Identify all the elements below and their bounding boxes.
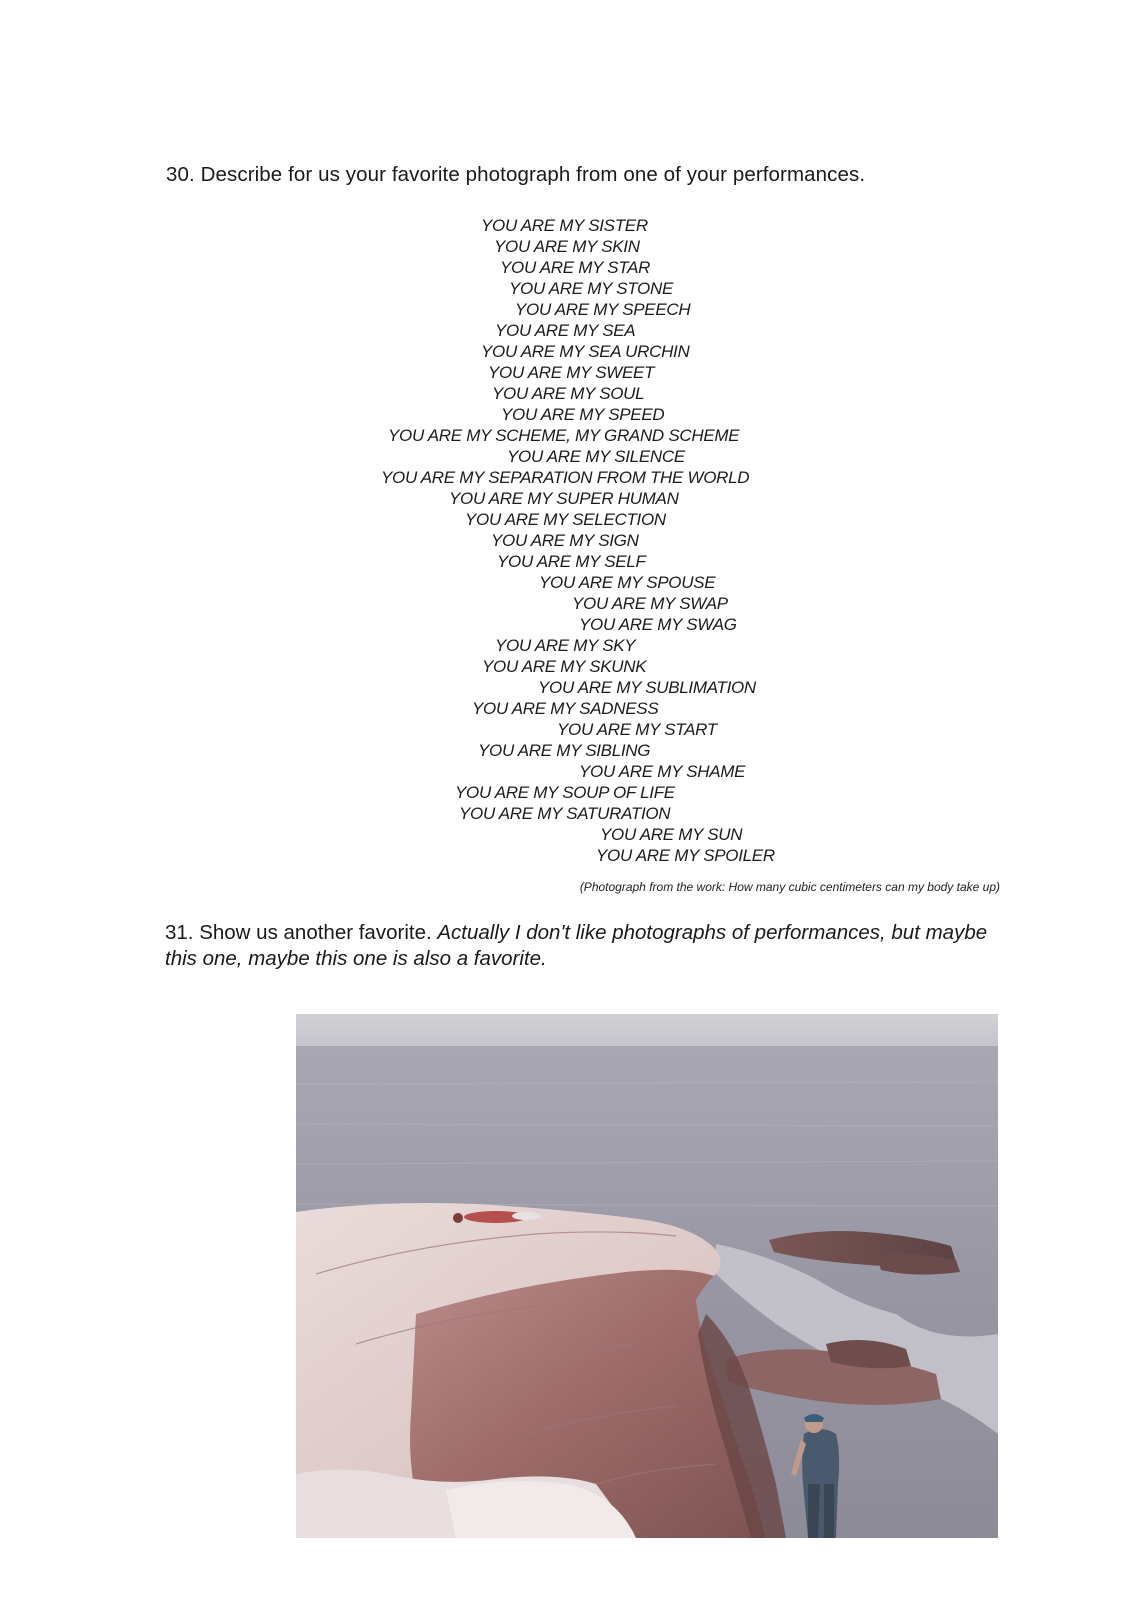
photo-caption: (Photograph from the work: How many cubic centimeters can my body take up) bbox=[579, 880, 1000, 894]
poem-line: YOU ARE MY SKUNK bbox=[482, 657, 647, 676]
poem-line: YOU ARE MY SWEET bbox=[488, 363, 655, 382]
poem-line: YOU ARE MY SUN bbox=[600, 825, 743, 844]
poem-line: YOU ARE MY SISTER bbox=[481, 216, 648, 235]
poem-line: YOU ARE MY SIGN bbox=[491, 531, 639, 550]
poem-line: YOU ARE MY START bbox=[557, 720, 717, 739]
question-31-answer: Actually I don't like photographs of performances, but maybe this one, maybe this one is also a favorite. bbox=[165, 921, 988, 970]
poem-line: YOU ARE MY SWAG bbox=[579, 615, 737, 634]
poem-line: YOU ARE MY SEPARATION FROM THE WORLD bbox=[381, 468, 750, 487]
poem-line: YOU ARE MY SPEED bbox=[501, 405, 665, 424]
question-30: 30. Describe for us your favorite photograph from one of your performances. bbox=[166, 163, 866, 186]
poem-line: YOU ARE MY SHAME bbox=[579, 762, 746, 781]
poem-line: YOU ARE MY STAR bbox=[500, 258, 651, 277]
poem-line: YOU ARE MY SPOILER bbox=[596, 846, 775, 865]
poem-line: YOU ARE MY SUBLIMATION bbox=[538, 678, 756, 697]
poem-line: YOU ARE MY SADNESS bbox=[472, 699, 659, 718]
poem-line: YOU ARE MY SWAP bbox=[572, 594, 728, 613]
poem-line: YOU ARE MY SELF bbox=[497, 552, 646, 571]
poem-line: YOU ARE MY SPEECH bbox=[515, 300, 691, 319]
question-31-text: 31. Show us another favorite. bbox=[165, 921, 432, 944]
question-31 bbox=[165, 920, 995, 972]
poem-line: YOU ARE MY SOUL bbox=[492, 384, 645, 403]
poem-line: YOU ARE MY SEA URCHIN bbox=[481, 342, 690, 361]
poem-line: YOU ARE MY STONE bbox=[509, 279, 673, 298]
poem-line: YOU ARE MY SPOUSE bbox=[539, 573, 716, 592]
poem-line: YOU ARE MY SEA bbox=[495, 321, 636, 340]
poem-line: YOU ARE MY SELECTION bbox=[465, 510, 666, 529]
poem-line: YOU ARE MY SIBLING bbox=[478, 741, 651, 760]
poem-line: YOU ARE MY SOUP OF LIFE bbox=[455, 783, 675, 802]
poem-line: YOU ARE MY SILENCE bbox=[507, 447, 685, 466]
poem-line: YOU ARE MY SKIN bbox=[494, 237, 640, 256]
poem-line: YOU ARE MY SCHEME, MY GRAND SCHEME bbox=[388, 426, 740, 445]
poem-line: YOU ARE MY SKY bbox=[495, 636, 636, 655]
performance-photo bbox=[296, 1014, 998, 1538]
poem-line: YOU ARE MY SUPER HUMAN bbox=[449, 489, 679, 508]
poem-line: YOU ARE MY SATURATION bbox=[459, 804, 671, 823]
